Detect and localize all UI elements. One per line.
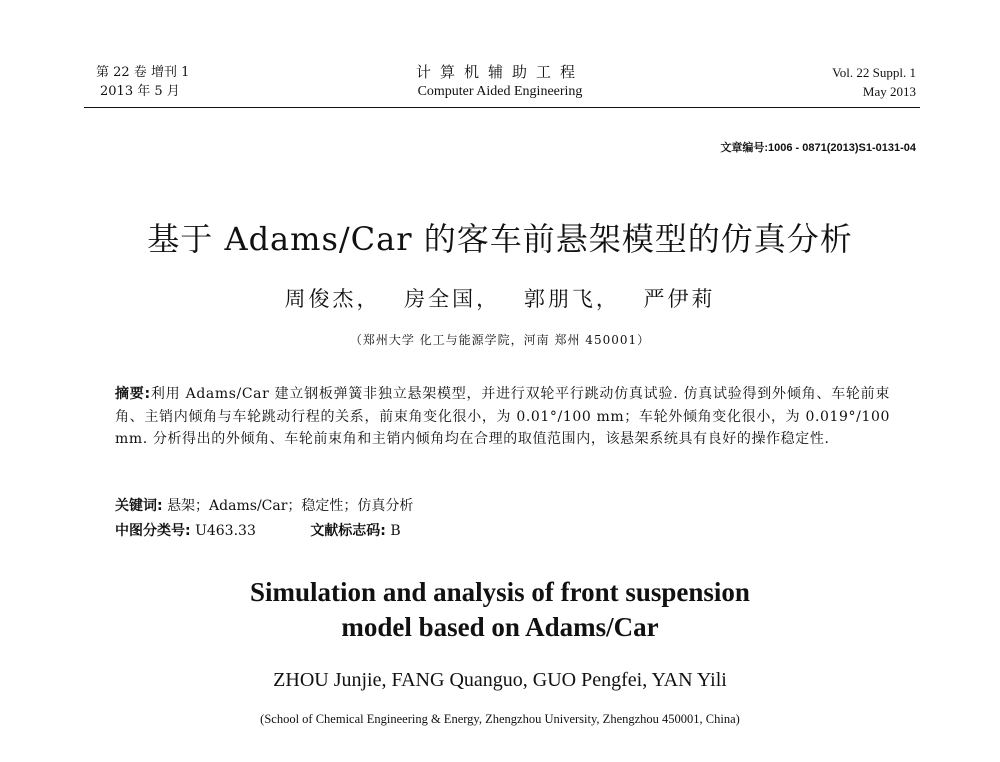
keywords-text: 悬架；Adams/Car；稳定性；仿真分析 (167, 498, 414, 514)
paper-title-cn: 基于 Adams/Car 的客车前悬架模型的仿真分析 (147, 220, 853, 258)
clc-value: U463.33 (195, 523, 256, 539)
keywords-label: 关键词: (115, 498, 163, 514)
publication-date: 2013 年 5 月 (100, 84, 180, 99)
volume-issue: 第 22 卷 增刊 1 (96, 65, 190, 80)
doc-code-label: 文献标志码: (310, 523, 386, 539)
abstract (115, 383, 890, 451)
volume-issue-en: Vol. 22 Suppl. 1 (832, 65, 916, 80)
authors-cn: 周俊杰， 房全国， 郭朋飞， 严伊莉 (284, 287, 716, 311)
keywords (115, 495, 413, 515)
header-divider (84, 107, 920, 108)
abstract-text: 利用 Adams/Car 建立钢板弹簧非独立悬架模型，并进行双轮平行跳动仿真试验. 仿真试验得到外倾角、车轮前束角、主销内倾角与车轮跳动行程的关系，前束角变化很小，为 0.01°/100 mm；车轮外倾角变化很小，为 0.019°/100 mm. 分析得出的外倾角、车轮前束角和主销内倾角均在合理的取值范围内，该悬架系统具有良好的操作稳定性. (115, 386, 890, 447)
paper-title-en-line1: Simulation and analysis of front suspension (250, 577, 750, 607)
abstract-label: 摘要: (115, 386, 151, 402)
doc-code-value: B (390, 523, 401, 539)
publication-date-en: May 2013 (862, 84, 916, 99)
journal-name-cn: 计算机辅助工程 (415, 63, 584, 81)
clc-label: 中图分类号: (115, 523, 191, 539)
affiliation-en: (School of Chemical Engineering & Energy, Zhengzhou University, Zhengzhou 450001, China) (260, 712, 740, 726)
authors-en: ZHOU Junjie, FANG Quanguo, GUO Pengfei, YAN Yili (273, 669, 727, 691)
paper-title-en-line2: model based on Adams/Car (341, 612, 659, 642)
paper-title-en (0, 575, 1000, 645)
volume-info-en (832, 63, 916, 101)
article-number: 文章编号:1006 - 0871(2013)S1-0131-04 (720, 142, 916, 154)
journal-name-en: Computer Aided Engineering (417, 84, 583, 99)
affiliation-cn: （郑州大学 化工与能源学院，河南 郑州 450001） (349, 333, 651, 347)
classification (115, 520, 401, 540)
